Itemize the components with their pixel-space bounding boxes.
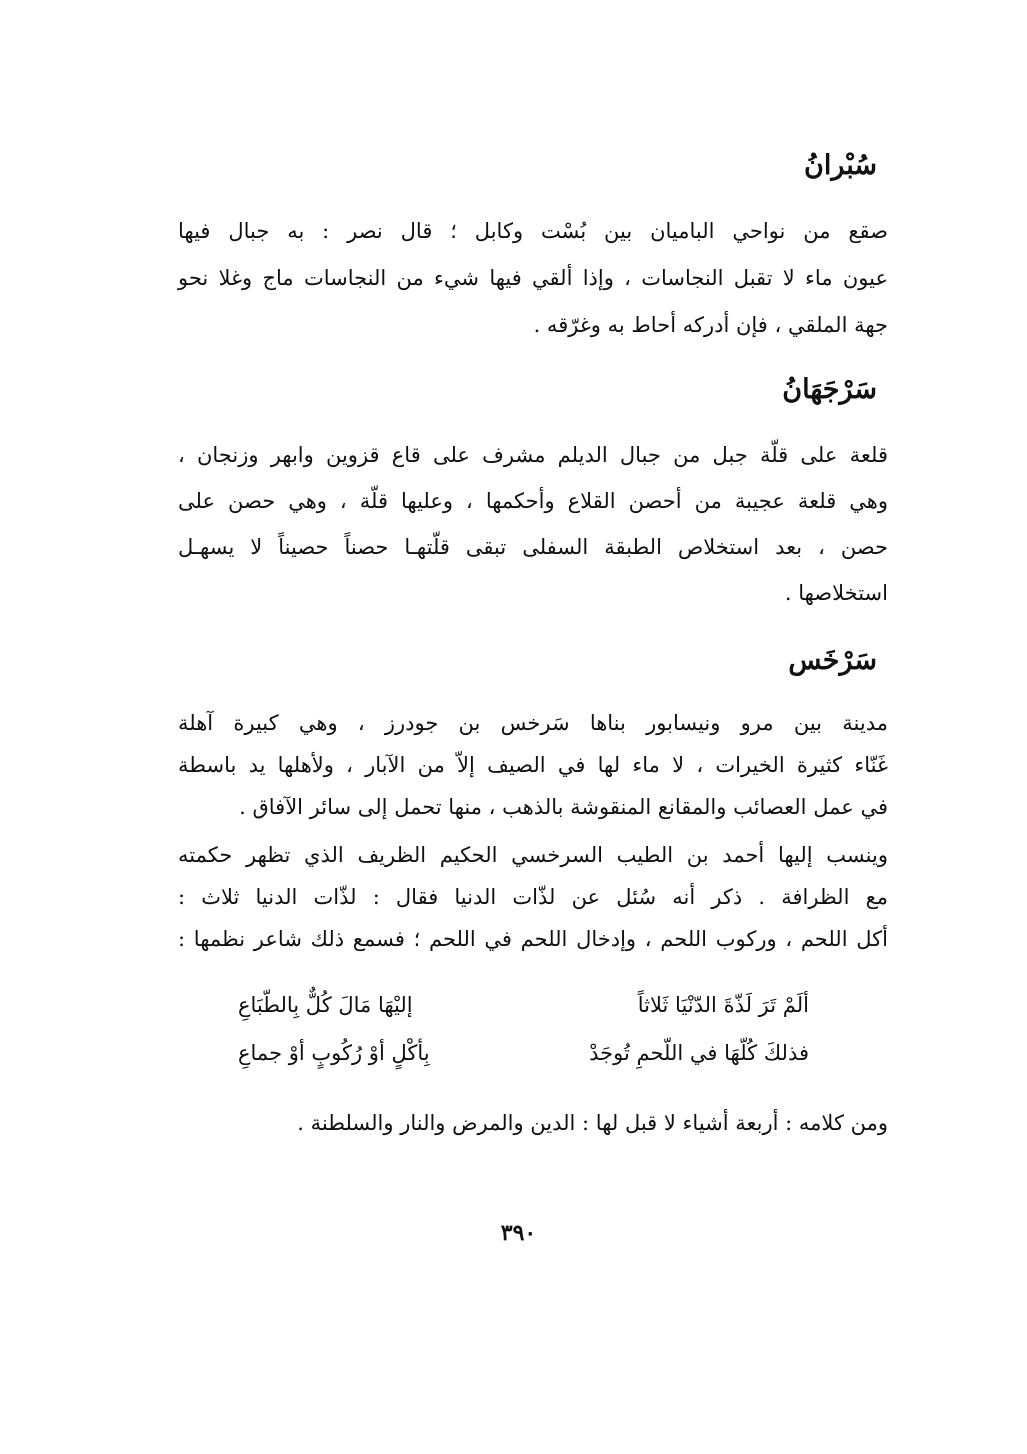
entry-2-line-2: وهي قلعة عجيبة من أحصن القلاع وأحكمها ، وعليها قلّة ، وهي حصن على <box>178 489 888 513</box>
entry-3-line-5: مع الظرافة . ذكر أنه سُئل عن لذّات الدنيا فقال : لذّات الدنيا ثلاث : <box>178 885 888 909</box>
entry-2-line-1: قلعة على قلّة جبل من جبال الديلم مشرف على قاع قزوين وابهر وزنجان ، <box>178 443 888 467</box>
entry-3-line-4: وينسب إليها أحمد بن الطيب السرخسي الحكيم الظريف الذي تظهر حكمته <box>178 843 888 867</box>
verse-2-second-hemistich: بِأكْلٍ أوْ رُكُوبٍ أوْ جماعِ <box>238 1041 430 1065</box>
entry-2-line-4: استخلاصها . <box>784 581 888 605</box>
entry-1-line-3: جهة الملقي ، فإن أدركه أحاط به وغرّقه . <box>533 313 888 337</box>
entry-3-line-1: مدينة بين مرو ونيسابور بناها سَرخس بن جودرز ، وهي كبيرة آهلة <box>178 711 888 735</box>
entry-3-line-3: في عمل العصائب والمقانع المنقوشة بالذهب ، منها تحمل إلى سائر الآفاق . <box>239 795 888 819</box>
entry-heading-sarakhs: سَرْخَس <box>788 645 877 676</box>
entry-1-line-1: صقع من نواحي الباميان بين بُسْت وكابل ؛ قال نصر : به جبال فيها <box>178 219 888 243</box>
verse-1-first-hemistich: ألَمْ تَرَ لَذّةَ الدّنْيَا ثَلاثاً <box>637 993 809 1017</box>
page-number <box>0 1220 1027 1246</box>
entry-heading-subran: سُبْرانُ <box>804 150 877 181</box>
page-number-text: ٣٩٠ <box>500 1220 537 1246</box>
entry-3-line-6: أكل اللحم ، وركوب اللحم ، وإدخال اللحم في اللحم ؛ فسمع ذلك شاعر نظمها : <box>178 927 888 951</box>
entry-3-closing-line: ومن كلامه : أربعة أشياء لا قبل لها : الدين والمرض والنار والسلطنة . <box>297 1111 888 1135</box>
entry-heading-sarjahan: سَرْجَهَانُ <box>782 374 877 405</box>
entry-1-line-2: عيون ماء لا تقبل النجاسات ، وإذا ألقي فيها شيء من النجاسات ماج وغلا نحو <box>178 266 888 290</box>
verse-2-first-hemistich: فذلكَ كُلّهَا في اللّحمِ تُوجَدْ <box>589 1041 809 1065</box>
entry-3-line-2: غَنّاء كثيرة الخيرات ، لا ماء لها في الصيف إلاّ من الآبار ، ولأهلها يد باسطة <box>178 753 888 777</box>
verse-1-second-hemistich: إليْهَا مَالَ كُلٌّ بِالطّبَاعِ <box>238 993 413 1017</box>
entry-2-line-3: حصن ، بعد استخلاص الطبقة السفلى تبقى قلّتهـا حصناً حصيناً لا يسهـل <box>178 535 888 559</box>
